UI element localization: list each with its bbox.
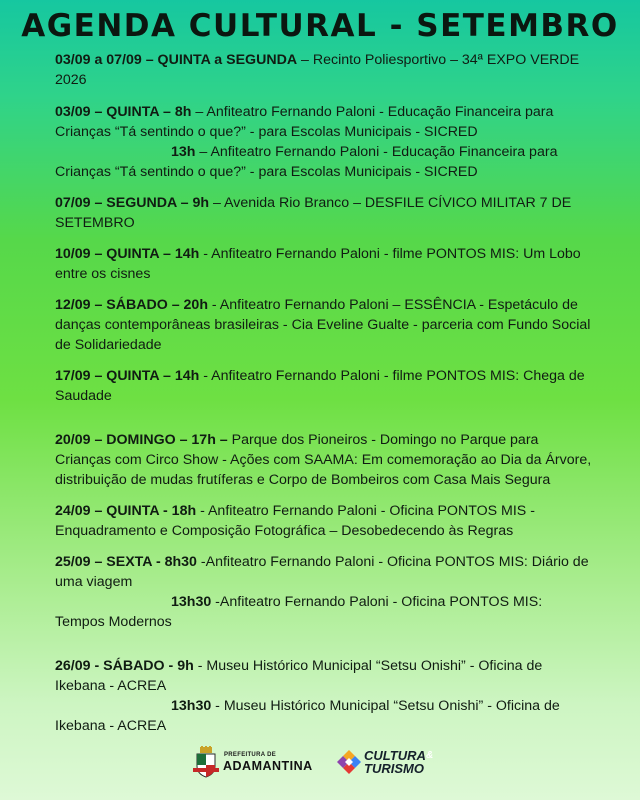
entry-second-description: - Museu Histórico Municipal “Setsu Onishi” - Oficina de Ikebana - ACREA	[55, 698, 560, 734]
entry-description: – Recinto Poliesportivo – 34ª EXPO VERDE 2026	[55, 52, 580, 88]
entry-second-time: 13h30	[171, 698, 212, 714]
entry-date-time: 03/09 a 07/09 – QUINTA a SEGUNDA	[55, 52, 298, 68]
entry-description: Parque dos Pioneiros - Domingo no Parque para Crianças com Circo Show - Ações com SAAMA: Em comemoração ao Dia da Árvore, distribuição de mudas frutíferas e Corpo de Bombeiros com Casa Mais Segura	[55, 432, 592, 488]
entry-date-time: 12/09 – SÁBADO – 20h	[55, 297, 208, 313]
agenda-entry	[55, 501, 595, 541]
agenda-list	[55, 50, 595, 736]
entry-date-time: 20/09 – DOMINGO – 17h –	[55, 432, 228, 448]
tourism-label: TURISMO	[364, 761, 424, 776]
entry-second-description: – Anfiteatro Fernando Paloni - Educação Financeira para Crianças “Tá sentindo o que?” - para Escolas Municipais - SICRED	[55, 144, 558, 180]
footer-logos	[0, 746, 640, 782]
agenda-entry	[55, 244, 595, 284]
culture-tourism-logo-icon	[336, 749, 362, 775]
entry-date-time: 17/09 – QUINTA – 14h	[55, 368, 200, 384]
agenda-entry	[55, 295, 595, 355]
entry-description: - Anfiteatro Fernando Paloni - filme PONTOS MIS: Um Lobo entre os cisnes	[55, 246, 581, 282]
entry-description: - Museu Histórico Municipal “Setsu Onishi” - Oficina de Ikebana - ACREA	[55, 658, 543, 694]
city-crest-icon	[193, 746, 219, 778]
entry-date-time: 24/09 – QUINTA - 18h	[55, 503, 197, 519]
entry-description: - Anfiteatro Fernando Paloni - filme PONTOS MIS: Chega de Saudade	[55, 368, 585, 404]
entry-description: – Anfiteatro Fernando Paloni - Educação Financeira para Crianças “Tá sentindo o que?” - para Escolas Municipais - SICRED	[55, 104, 554, 140]
agenda-entry	[55, 193, 595, 233]
entry-description: - Anfiteatro Fernando Paloni - Oficina PONTOS MIS - Enquadramento e Composição Fotográfica – Desobedecendo às Regras	[55, 503, 535, 539]
culture-label: CULTURA	[364, 748, 426, 763]
entry-second-time: 13h	[171, 144, 196, 160]
prefeitura-label: PREFEITURA DE	[224, 752, 277, 758]
ampersand-label: &	[426, 750, 434, 761]
entry-second-description: -Anfiteatro Fernando Paloni - Oficina PONTOS MIS: Tempos Modernos	[55, 594, 543, 630]
entry-date-time: 26/09 - SÁBADO - 9h	[55, 658, 194, 674]
entry-date-time: 25/09 – SEXTA - 8h30	[55, 554, 197, 570]
entry-date-time: 07/09 – SEGUNDA – 9h	[55, 195, 210, 211]
entry-description: - Anfiteatro Fernando Paloni – ESSÊNCIA - Espetáculo de danças contemporâneas brasileiras - Cia Eveline Gualte - parceria com Fundo Social de Solidariedade	[55, 297, 591, 353]
agenda-entry	[55, 430, 595, 490]
entry-date-time: 10/09 – QUINTA – 14h	[55, 246, 200, 262]
agenda-entry	[55, 50, 595, 90]
city-name: ADAMANTINA	[223, 759, 313, 773]
agenda-entry	[55, 656, 595, 736]
entry-description: – Avenida Rio Branco – DESFILE CÍVICO MILITAR 7 DE SETEMBRO	[55, 195, 572, 231]
agenda-entry	[55, 102, 595, 182]
page-title: AGENDA CULTURAL - SETEMBRO	[21, 8, 619, 44]
entry-second-time: 13h30	[171, 594, 212, 610]
entry-date-time: 03/09 – QUINTA – 8h	[55, 104, 192, 120]
agenda-entry	[55, 366, 595, 406]
entry-description: -Anfiteatro Fernando Paloni - Oficina PONTOS MIS: Diário de uma viagem	[55, 554, 589, 590]
agenda-entry	[55, 552, 595, 632]
